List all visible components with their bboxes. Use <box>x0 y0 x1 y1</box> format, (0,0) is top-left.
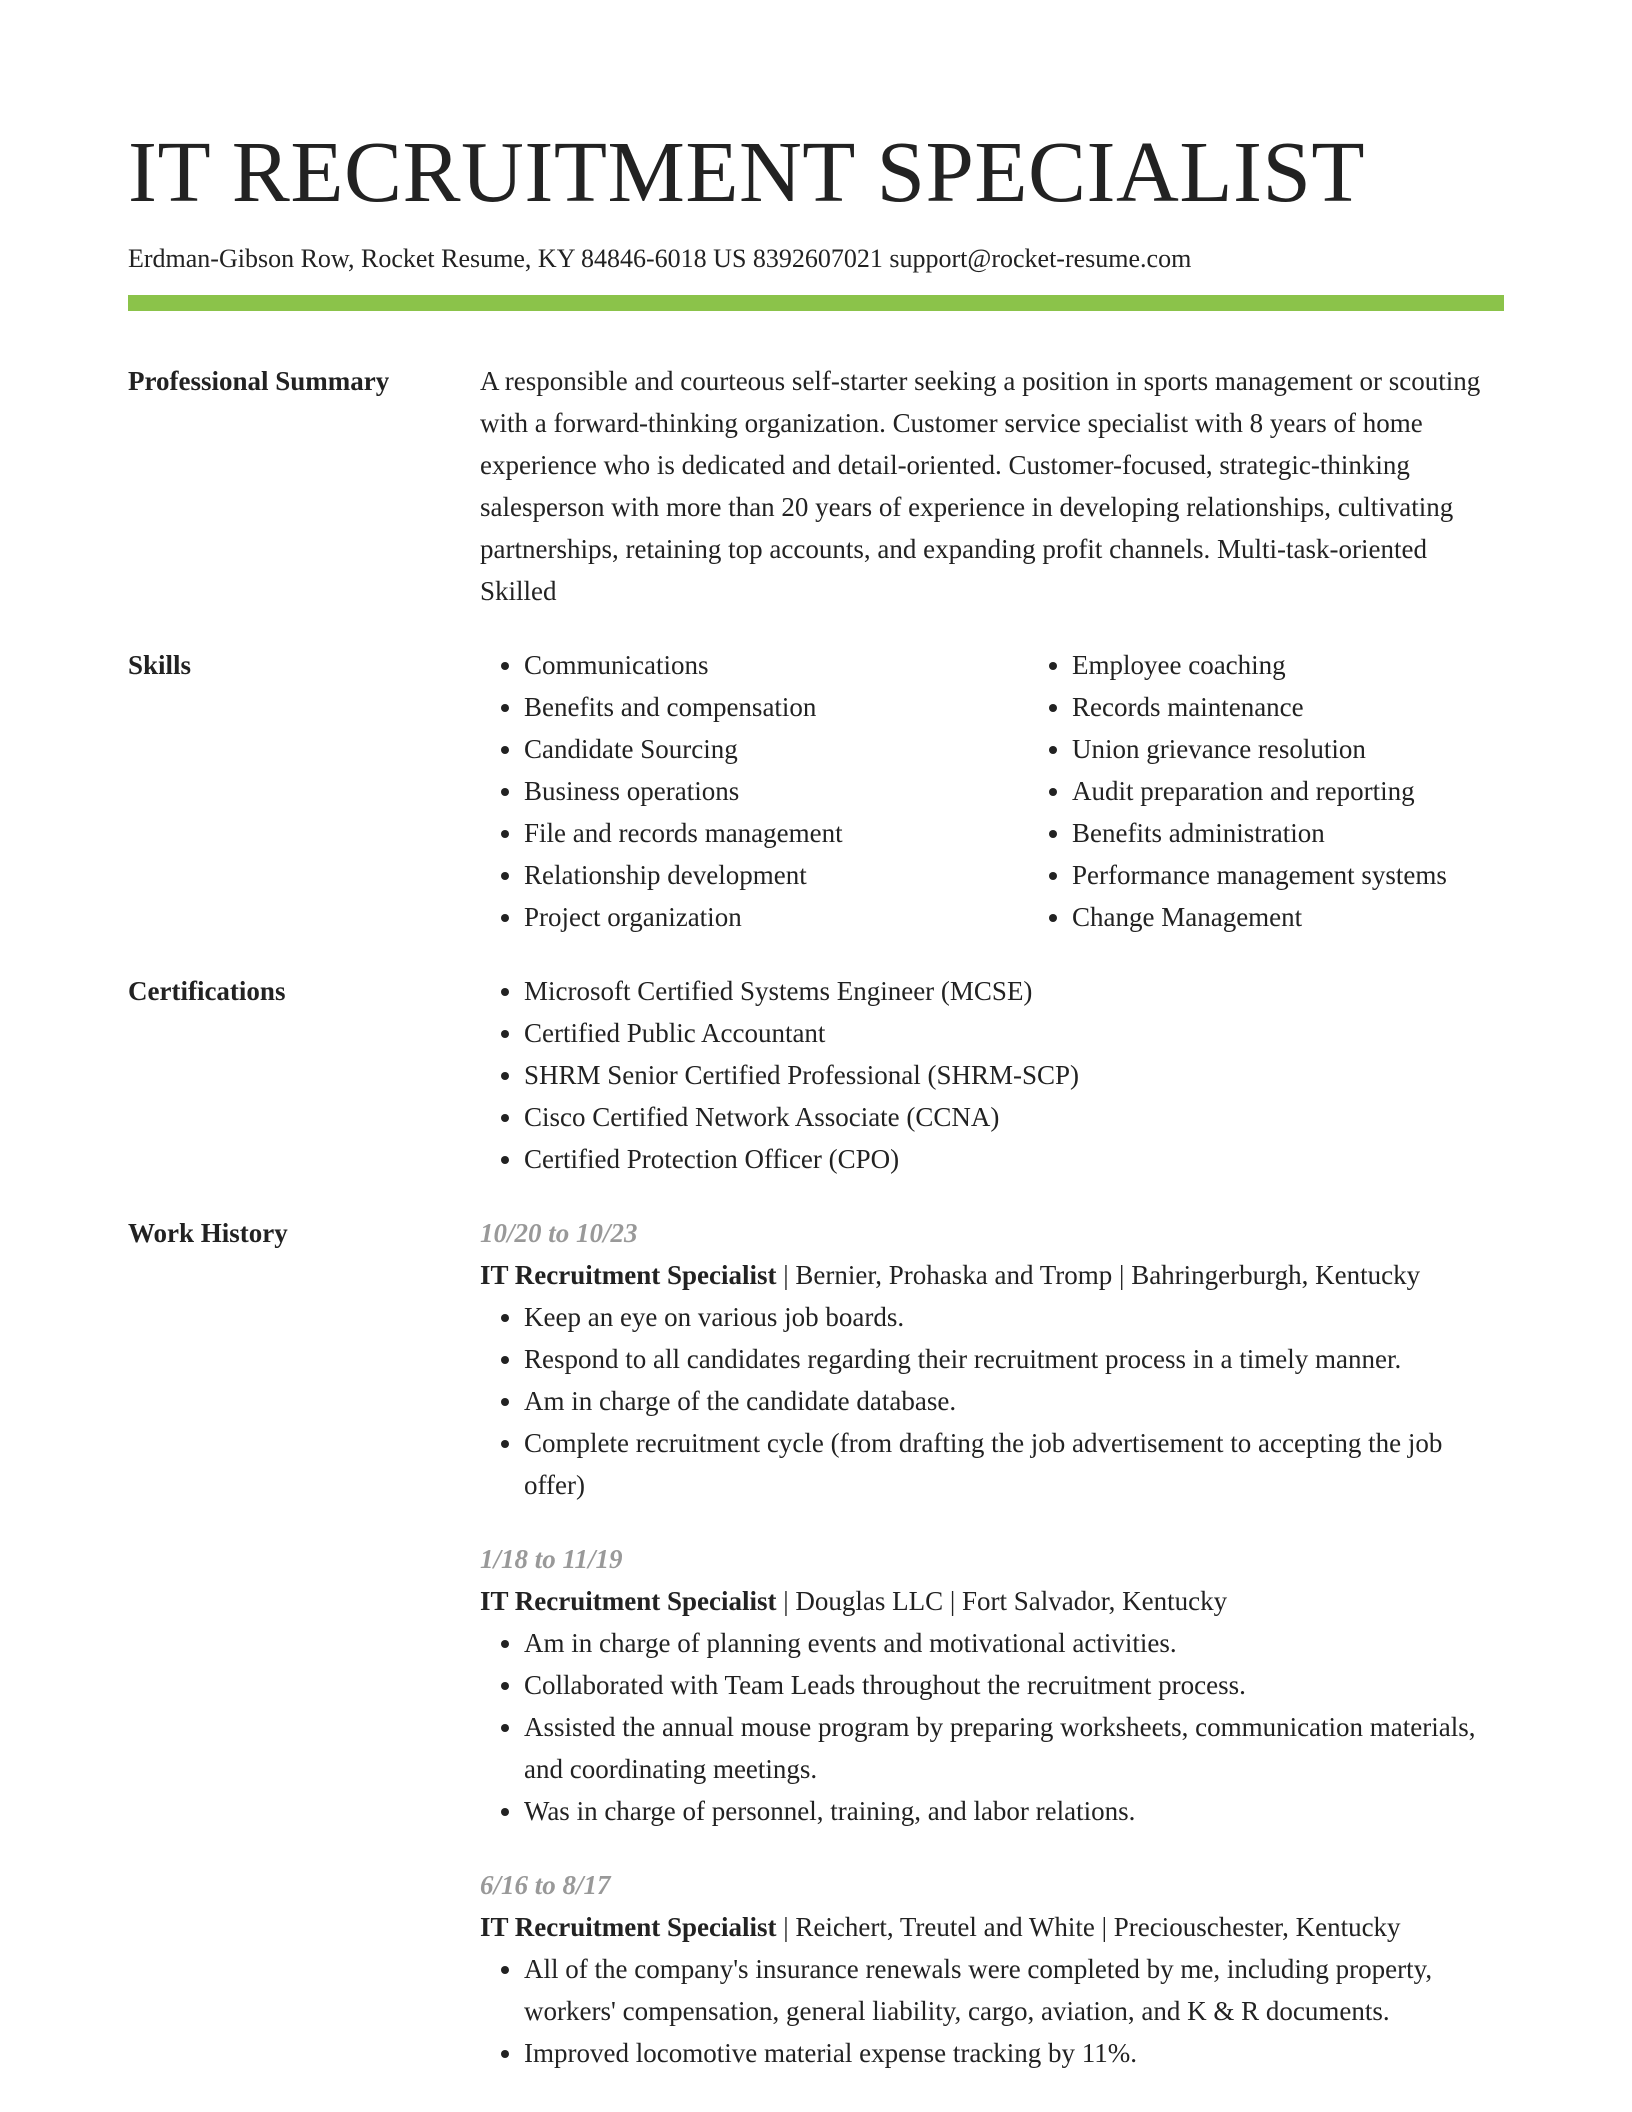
skill-item: • File and records management <box>524 812 1028 854</box>
skill-item: • Performance management systems <box>1072 854 1592 896</box>
job-bullet: • Am in charge of the candidate database. <box>524 1380 1504 1422</box>
professional-summary-section <box>128 360 1504 612</box>
accent-divider <box>128 295 1504 311</box>
job-bullet: • Was in charge of personnel, training, and labor relations. <box>524 1790 1504 1832</box>
skill-item: • Communications <box>524 644 1028 686</box>
skill-item: • Benefits administration <box>1072 812 1592 854</box>
job-dates: 1/18 to 11/19 <box>480 1544 623 1574</box>
job-bullets <box>480 1622 1504 1832</box>
job-company-location: | Reichert, Treutel and White | Preciouschester, Kentucky <box>776 1912 1401 1942</box>
skill-item: • Audit preparation and reporting <box>1072 770 1592 812</box>
job-company-location: | Bernier, Prohaska and Tromp | Bahringerburgh, Kentucky <box>776 1260 1421 1290</box>
skill-item: • Benefits and compensation <box>524 686 1028 728</box>
resume-name: IT RECRUITMENT SPECIALIST <box>128 123 1365 220</box>
skill-item: • Relationship development <box>524 854 1028 896</box>
job-bullet: • Assisted the annual mouse program by preparing worksheets, communication materials, and coordinating meetings. <box>524 1706 1504 1790</box>
skill-item: • Change Management <box>1072 896 1592 938</box>
job-bullet: • Improved locomotive material expense tracking by 11%. <box>524 2032 1504 2074</box>
job-company-location: | Douglas LLC | Fort Salvador, Kentucky <box>776 1586 1228 1616</box>
certification-item: • SHRM Senior Certified Professional (SHRM-SCP) <box>524 1054 1504 1096</box>
skills-list-right <box>1028 644 1592 938</box>
skill-item: • Union grievance resolution <box>1072 728 1592 770</box>
work-history-body <box>480 1212 1504 2074</box>
certifications-list <box>480 970 1504 1180</box>
job-entry <box>480 1864 1504 2074</box>
job-header <box>480 1254 1504 1296</box>
job-dates: 6/16 to 8/17 <box>480 1870 611 1900</box>
job-dates: 10/20 to 10/23 <box>480 1218 638 1248</box>
job-bullet: • Respond to all candidates regarding their recruitment process in a timely manner. <box>524 1338 1504 1380</box>
summary-text: A responsible and courteous self-starter seeking a position in sports management or scouting with a forward-thinking organization. Customer service specialist with 8 years of home experience who is dedicated and detail-oriented. Customer-focused, strategic-thinking salesperson with more than 20 years of experience in developing relationships, cultivating partnerships, retaining top accounts, and expanding profit channels. Multi-task-oriented Skilled <box>480 366 1481 606</box>
skill-item: • Project organization <box>524 896 1028 938</box>
job-entry <box>480 1538 1504 1832</box>
job-entry <box>480 1212 1504 1506</box>
section-heading-work-history: Work History <box>128 1218 288 1248</box>
work-history-section <box>128 1212 1504 2074</box>
certification-item: • Certified Public Accountant <box>524 1012 1504 1054</box>
skill-item: • Candidate Sourcing <box>524 728 1028 770</box>
summary-body <box>480 360 1504 612</box>
job-bullets <box>480 1948 1504 2074</box>
skills-list-left <box>480 644 1028 938</box>
skill-item: • Records maintenance <box>1072 686 1592 728</box>
job-title: IT Recruitment Specialist <box>480 1586 777 1616</box>
skills-section <box>128 644 1504 938</box>
job-title: IT Recruitment Specialist <box>480 1260 777 1290</box>
certifications-body <box>480 970 1504 1180</box>
job-bullet: • Collaborated with Team Leads throughout the recruitment process. <box>524 1664 1504 1706</box>
resume-page <box>128 0 1504 2074</box>
section-heading-summary: Professional Summary <box>128 366 390 396</box>
job-bullet: • Keep an eye on various job boards. <box>524 1296 1504 1338</box>
skills-body <box>480 644 1592 938</box>
job-bullet: • Am in charge of planning events and motivational activities. <box>524 1622 1504 1664</box>
job-bullets <box>480 1296 1504 1506</box>
skill-item: • Business operations <box>524 770 1028 812</box>
certification-item: • Microsoft Certified Systems Engineer (MCSE) <box>524 970 1504 1012</box>
contact-info: Erdman-Gibson Row, Rocket Resume, KY 84846-6018 US 8392607021 support@rocket-resume.com <box>128 244 1192 273</box>
job-header <box>480 1906 1504 1948</box>
job-title: IT Recruitment Specialist <box>480 1912 777 1942</box>
job-bullet: • All of the company's insurance renewals were completed by me, including property, workers' compensation, general liability, cargo, aviation, and K & R documents. <box>524 1948 1504 2032</box>
skill-item: • Employee coaching <box>1072 644 1592 686</box>
section-heading-certifications: Certifications <box>128 976 286 1006</box>
job-header <box>480 1580 1504 1622</box>
certification-item: • Cisco Certified Network Associate (CCNA) <box>524 1096 1504 1138</box>
certifications-section <box>128 970 1504 1180</box>
job-bullet: • Complete recruitment cycle (from drafting the job advertisement to accepting the job offer) <box>524 1422 1504 1506</box>
section-heading-skills: Skills <box>128 650 192 680</box>
certification-item: • Certified Protection Officer (CPO) <box>524 1138 1504 1180</box>
